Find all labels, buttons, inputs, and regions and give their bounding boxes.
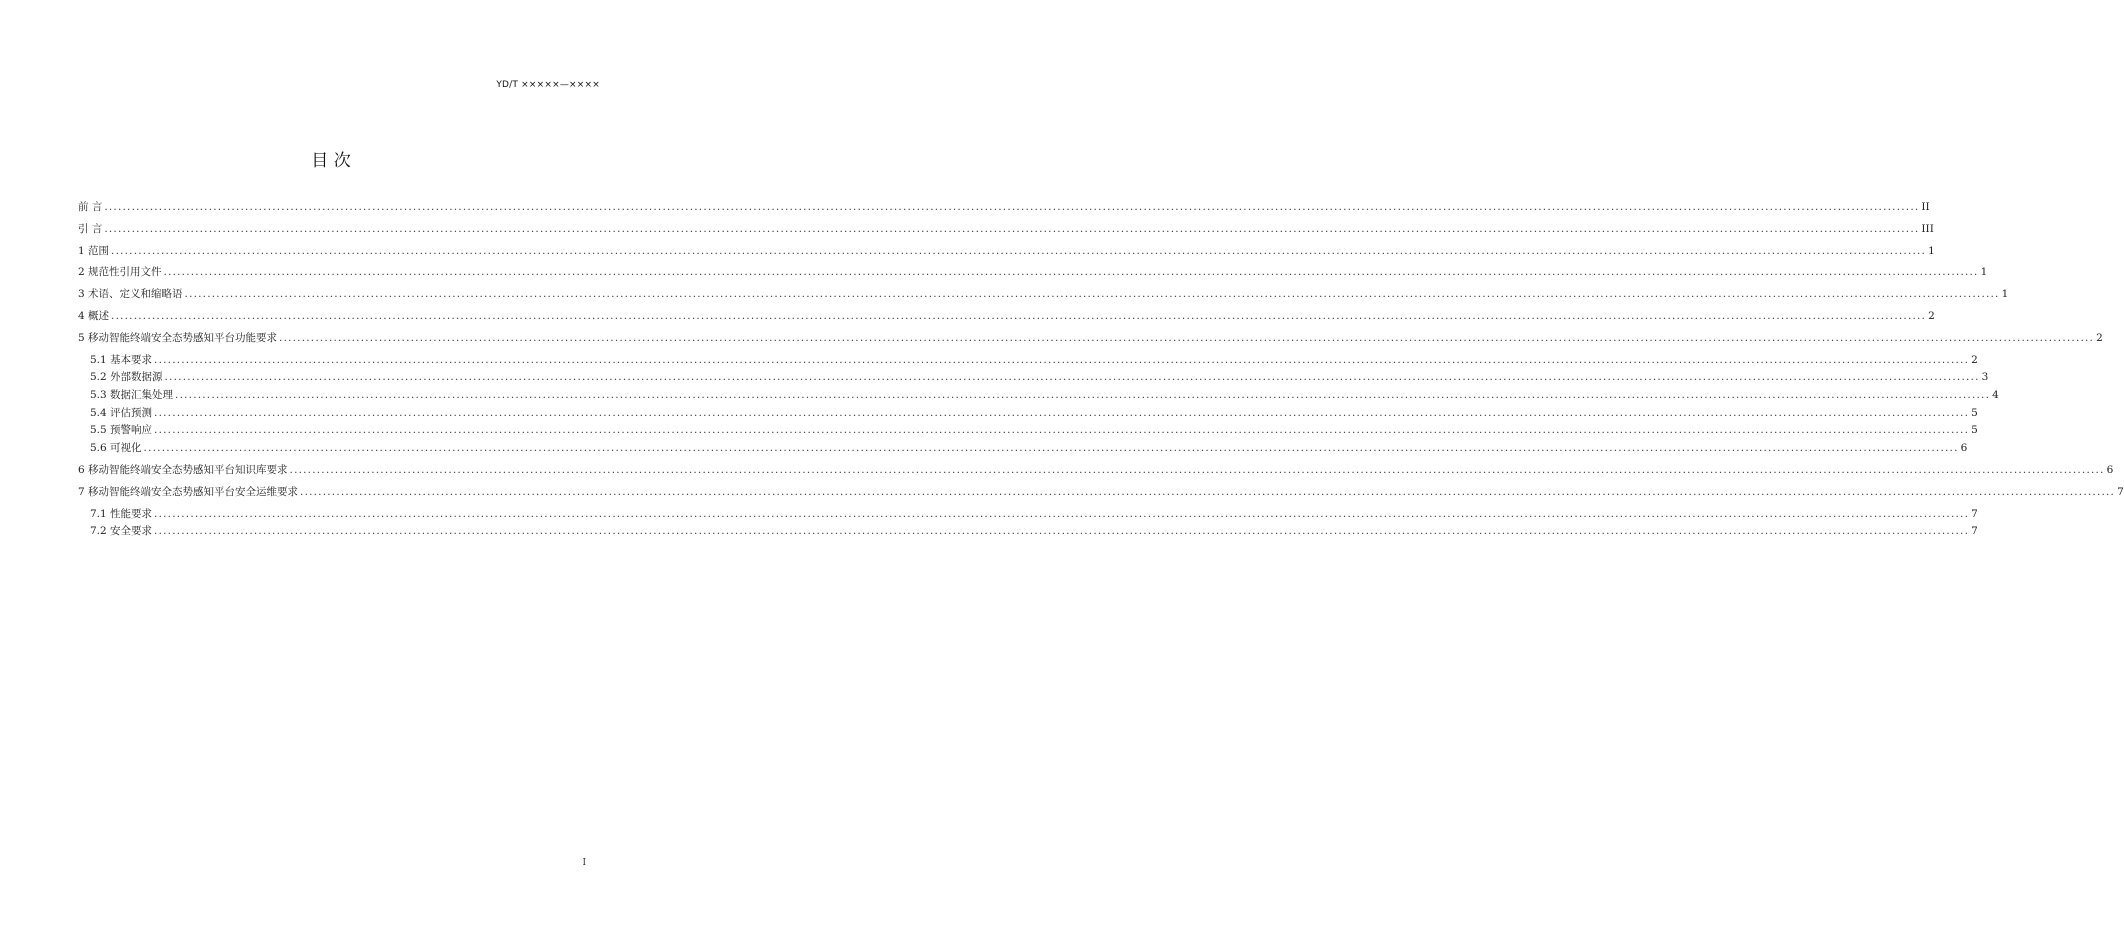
footer-page-number: I [582, 858, 586, 868]
toc-entry[interactable] [78, 222, 1934, 236]
toc-entry[interactable] [78, 331, 2103, 345]
toc-dot-leader: ................................................................................................................................................................................................................................................................................................................................................................................................................ [163, 266, 1979, 279]
toc-dot-leader: ................................................................................................................................................................................................................................................................................................................................................................................................................ [300, 485, 2116, 498]
toc-dot-leader: ................................................................................................................................................................................................................................................................................................................................................................................................................ [104, 201, 1920, 213]
toc-entry[interactable] [78, 406, 1978, 420]
toc-entry-label: 3 术语、定义和缩略语 [78, 288, 183, 301]
toc-entry[interactable] [78, 287, 2009, 301]
toc-entry-page: 1 [1928, 244, 1935, 257]
toc-dot-leader: ................................................................................................................................................................................................................................................................................................................................................................................................................ [104, 222, 1920, 235]
toc-dot-leader: ................................................................................................................................................................................................................................................................................................................................................................................................................ [154, 406, 1970, 419]
toc-entry[interactable] [78, 353, 1978, 367]
page-title: 目 次 [311, 151, 351, 171]
toc-dot-leader: ................................................................................................................................................................................................................................................................................................................................................................................................................ [154, 424, 1970, 437]
toc-entry[interactable] [78, 423, 1978, 437]
toc-entry-page: 7 [1971, 525, 1978, 538]
toc-entry[interactable] [78, 441, 1968, 455]
toc-entry-label: 5.2 外部数据源 [90, 371, 163, 384]
toc-entry-page: II [1921, 201, 1930, 213]
toc-entry[interactable] [78, 463, 2114, 477]
toc-dot-leader: ................................................................................................................................................................................................................................................................................................................................................................................................................ [279, 331, 2095, 344]
toc-entry-page: 1 [1980, 266, 1988, 279]
toc-dot-leader: ................................................................................................................................................................................................................................................................................................................................................................................................................ [154, 507, 1970, 520]
toc-entry-page: 5 [1971, 406, 1978, 419]
toc-entry-page: III [1921, 222, 1934, 235]
toc-entry-page: 2 [1971, 353, 1978, 366]
toc-entry-label: 4 概述 [78, 309, 110, 322]
table-of-contents [78, 200, 2124, 542]
toc-entry-page: 2 [1928, 309, 1935, 322]
toc-entry-page: 6 [1960, 442, 1968, 455]
toc-dot-leader: ................................................................................................................................................................................................................................................................................................................................................................................................................ [184, 288, 2000, 301]
toc-dot-leader: ................................................................................................................................................................................................................................................................................................................................................................................................................ [164, 371, 1980, 384]
toc-entry-label: 5.1 基本要求 [90, 353, 153, 366]
toc-entry-label: 引 言 [78, 222, 103, 235]
document-code: YD/T ×××××—×××× [496, 80, 600, 90]
toc-entry[interactable] [78, 485, 2124, 499]
toc-entry-label: 5.5 预警响应 [90, 424, 153, 437]
toc-entry-label: 6 移动智能终端安全态势感知平台知识库要求 [78, 464, 288, 477]
toc-entry-page: 1 [2001, 288, 2009, 301]
toc-entry-label: 7.2 安全要求 [90, 525, 153, 538]
toc-entry-label: 5.4 评估预测 [90, 406, 153, 419]
toc-entry[interactable] [78, 524, 1978, 538]
toc-entry[interactable] [78, 507, 1978, 521]
toc-entry[interactable] [78, 244, 1935, 258]
toc-entry-page: 7 [1971, 507, 1978, 520]
toc-entry-label: 7.1 性能要求 [90, 507, 153, 520]
toc-entry-label: 1 范围 [78, 244, 110, 257]
toc-entry-label: 5.6 可视化 [90, 442, 142, 455]
toc-entry-page: 4 [1992, 388, 1999, 401]
toc-entry-page: 3 [1981, 371, 1989, 384]
toc-entry-page: 2 [2096, 331, 2103, 344]
toc-dot-leader: ................................................................................................................................................................................................................................................................................................................................................................................................................ [289, 464, 2105, 477]
toc-entry[interactable] [78, 200, 1930, 214]
toc-dot-leader: ................................................................................................................................................................................................................................................................................................................................................................................................................ [175, 388, 1991, 401]
toc-entry[interactable] [78, 388, 1999, 402]
toc-entry-label: 7 移动智能终端安全态势感知平台安全运维要求 [78, 485, 299, 498]
toc-entry-label: 5 移动智能终端安全态势感知平台功能要求 [78, 331, 278, 344]
toc-entry-page: 6 [2106, 464, 2114, 477]
toc-dot-leader: ................................................................................................................................................................................................................................................................................................................................................................................................................ [154, 525, 1970, 538]
toc-entry-label: 前 言 [78, 201, 103, 213]
toc-entry-page: 5 [1971, 424, 1978, 437]
toc-dot-leader: ................................................................................................................................................................................................................................................................................................................................................................................................................ [143, 442, 1959, 455]
toc-entry[interactable] [78, 309, 1935, 323]
toc-dot-leader: ................................................................................................................................................................................................................................................................................................................................................................................................................ [154, 353, 1970, 366]
toc-entry-label: 5.3 数据汇集处理 [90, 388, 174, 401]
toc-dot-leader: ................................................................................................................................................................................................................................................................................................................................................................................................................ [111, 309, 1927, 322]
toc-entry-label: 2 规范性引用文件 [78, 266, 162, 279]
toc-entry[interactable] [78, 265, 1988, 279]
toc-entry[interactable] [78, 370, 1989, 384]
toc-entry-page: 7 [2117, 485, 2124, 498]
toc-dot-leader: ................................................................................................................................................................................................................................................................................................................................................................................................................ [111, 244, 1927, 257]
